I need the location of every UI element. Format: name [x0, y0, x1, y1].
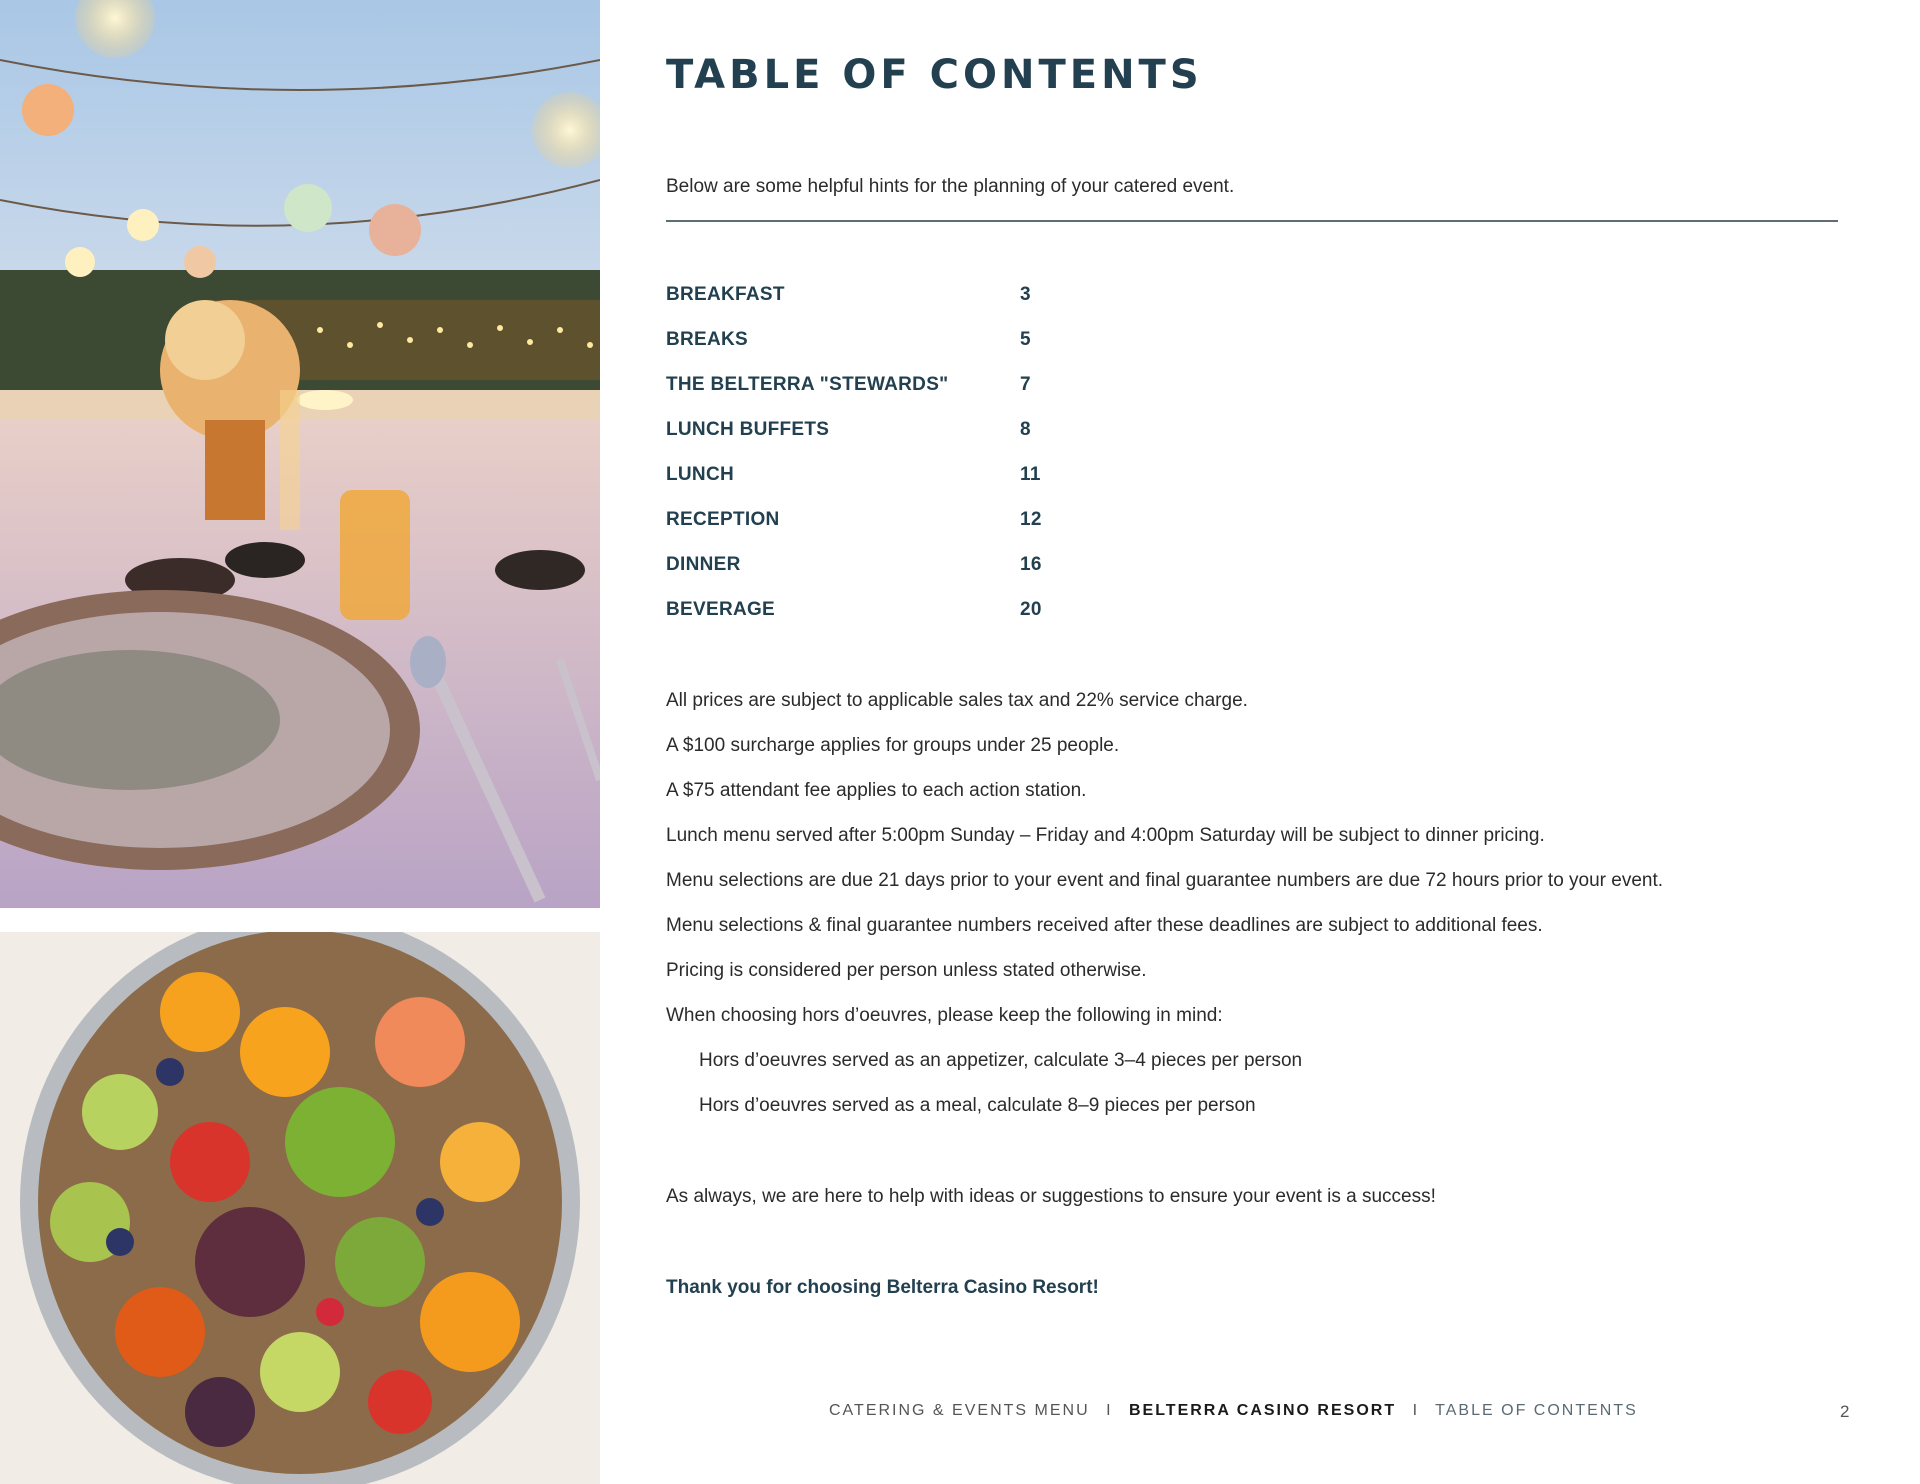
- notes-list: [666, 690, 1663, 1140]
- toc-item-label: BREAKFAST: [666, 284, 785, 305]
- note-item: Menu selections & final guarantee numbers received after these deadlines are subject to additional fees.: [666, 915, 1543, 936]
- toc-item-label: BEVERAGE: [666, 599, 776, 620]
- footer: [829, 1402, 1638, 1420]
- toc-item-page: 16: [1020, 554, 1042, 575]
- closing-text: As always, we are here to help with ideas or suggestions to ensure your event is a success!: [666, 1186, 1436, 1207]
- toc-item-page: 7: [1020, 374, 1031, 395]
- footer-menu-label: CATERING & EVENTS MENU: [829, 1402, 1090, 1419]
- toc-item-page: 12: [1020, 509, 1042, 530]
- sub-note-item: Hors d’oeuvres served as a meal, calculate 8–9 pieces per person: [699, 1095, 1256, 1116]
- fruit-platter-photo: [0, 932, 600, 1484]
- outdoor-dinner-table-photo: [0, 0, 600, 908]
- toc-item-label: DINNER: [666, 554, 741, 575]
- sub-note-item: Hors d’oeuvres served as an appetizer, calculate 3–4 pieces per person: [699, 1050, 1303, 1071]
- footer-separator: I: [1412, 1402, 1420, 1419]
- toc-item-label: LUNCH BUFFETS: [666, 419, 830, 440]
- toc-item-page: 20: [1020, 599, 1042, 620]
- note-item: A $100 surcharge applies for groups under 25 people.: [666, 735, 1120, 756]
- note-item: Menu selections are due 21 days prior to your event and final guarantee numbers are due 72 hours prior to your event.: [666, 870, 1664, 891]
- note-item: When choosing hors d’oeuvres, please keep the following in mind:: [666, 1005, 1223, 1026]
- note-item: Lunch menu served after 5:00pm Sunday – Friday and 4:00pm Saturday will be subject to dinner pricing.: [666, 825, 1545, 846]
- toc-item-page: 11: [1020, 464, 1041, 485]
- note-item: Pricing is considered per person unless stated otherwise.: [666, 960, 1147, 981]
- note-item: All prices are subject to applicable sales tax and 22% service charge.: [666, 690, 1248, 711]
- page-number: 2: [1840, 1402, 1850, 1421]
- toc-item-page: 5: [1020, 329, 1031, 350]
- toc-item-label: LUNCH: [666, 464, 734, 485]
- page-title: TABLE OF CONTENTS: [666, 52, 1203, 98]
- toc-item-label: BREAKS: [666, 329, 749, 350]
- toc-item-label: THE BELTERRA "STEWARDS": [666, 374, 949, 395]
- thank-you-text: Thank you for choosing Belterra Casino Resort!: [666, 1277, 1099, 1298]
- intro-text: Below are some helpful hints for the planning of your catered event.: [666, 176, 1235, 197]
- footer-section: TABLE OF CONTENTS: [1435, 1402, 1638, 1419]
- toc-item-page: 8: [1020, 419, 1031, 440]
- divider: [666, 220, 1838, 222]
- toc-item-page: 3: [1020, 284, 1031, 305]
- toc-item-label: RECEPTION: [666, 509, 780, 530]
- note-item: A $75 attendant fee applies to each action station.: [666, 780, 1087, 801]
- footer-brand: BELTERRA CASINO RESORT: [1128, 1402, 1397, 1419]
- footer-separator: I: [1106, 1402, 1113, 1419]
